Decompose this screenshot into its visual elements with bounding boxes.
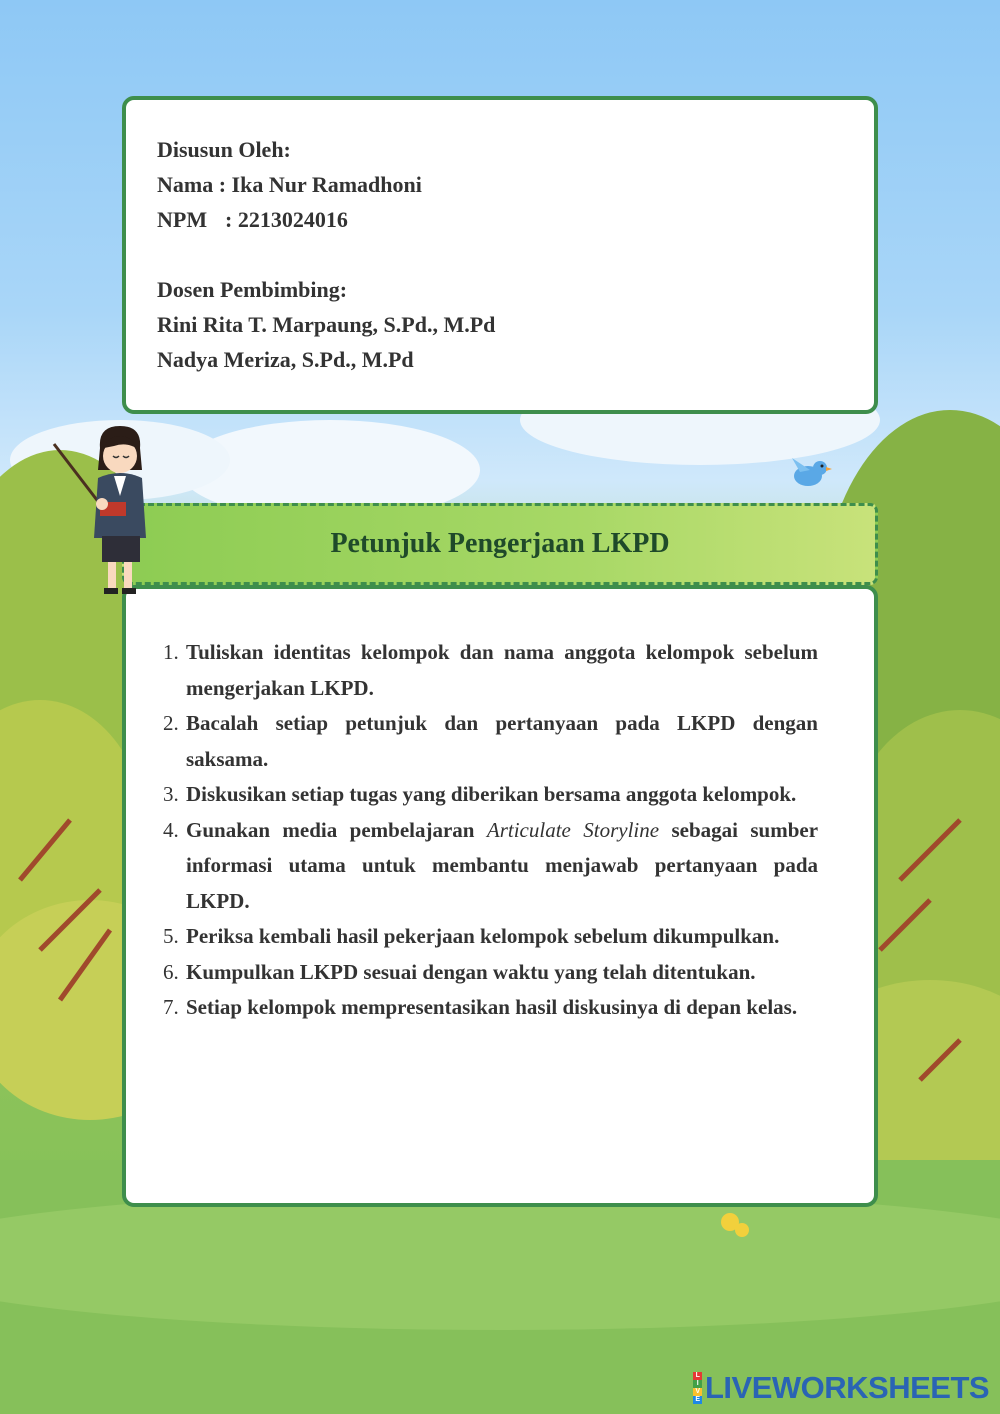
live-badge-icon xyxy=(693,1372,702,1404)
advisor-name: Rini Rita T. Marpaung, S.Pd., M.Pd xyxy=(157,312,496,337)
item-text: Tuliskan identitas kelompok dan nama anggota kelompok sebelum mengerjakan LKPD. xyxy=(186,640,818,700)
list-item xyxy=(164,813,818,920)
advisor-name: Nadya Meriza, S.Pd., M.Pd xyxy=(157,347,414,372)
item-text: Setiap kelompok mempresentasikan hasil diskusinya di depan kelas. xyxy=(186,995,798,1019)
item-number: 2. xyxy=(163,711,179,735)
instructions-card xyxy=(122,585,878,1207)
hill xyxy=(0,1190,1000,1330)
bird-illustration xyxy=(786,452,834,492)
advisor-label: Dosen Pembimbing: xyxy=(157,277,348,302)
list-item xyxy=(164,706,818,777)
flower xyxy=(735,1223,749,1237)
item-text: Diskusikan setiap tugas yang diberikan bersama anggota kelompok. xyxy=(186,782,797,806)
npm-label: NPM xyxy=(157,207,208,232)
list-item xyxy=(164,955,818,991)
badge-letter: V xyxy=(693,1388,702,1396)
item-number: 3. xyxy=(163,782,179,806)
list-item xyxy=(164,635,818,706)
list-item xyxy=(164,990,818,1026)
item-text: Periksa kembali hasil pekerjaan kelompok sebelum dikumpulkan. xyxy=(186,924,780,948)
item-number: 1. xyxy=(163,640,179,664)
spacer xyxy=(157,237,874,272)
item-number: 5. xyxy=(163,924,179,948)
item-number: 6. xyxy=(163,959,179,984)
logo-wordmark: LIVEWORKSHEETS xyxy=(705,1370,990,1405)
item-text-after: sebagai sumber informasi utama untuk membantu menjawab pertanyaan pada LKPD. xyxy=(186,817,819,913)
list-item xyxy=(164,777,818,813)
npm-value: : 2213024016 xyxy=(225,207,348,232)
compiled-by-label: Disusun Oleh: xyxy=(157,137,291,162)
item-number: 4. xyxy=(163,817,179,842)
instructions-title: Petunjuk Pengerjaan LKPD xyxy=(330,528,670,559)
badge-letter: L xyxy=(693,1372,702,1380)
author-name: Nama : Ika Nur Ramadhoni xyxy=(157,172,422,197)
instructions-list xyxy=(164,635,818,1026)
item-text: Kumpulkan LKPD sesuai dengan waktu yang telah ditentukan. xyxy=(186,959,756,984)
item-text: Bacalah setiap petunjuk dan pertanyaan pada LKPD dengan saksama. xyxy=(186,711,818,771)
item-text-italic: Articulate Storyline xyxy=(486,817,660,842)
teacher-illustration xyxy=(48,418,160,596)
list-item xyxy=(164,919,818,955)
item-text-before: Gunakan media pembelajaran xyxy=(186,817,475,842)
liveworksheets-logo[interactable] xyxy=(693,1370,989,1406)
item-number: 7. xyxy=(163,995,179,1019)
author-npm xyxy=(157,202,874,237)
instructions-header xyxy=(122,503,878,585)
badge-letter: E xyxy=(693,1396,702,1404)
badge-letter: I xyxy=(693,1380,702,1388)
author-info-card xyxy=(122,96,878,414)
